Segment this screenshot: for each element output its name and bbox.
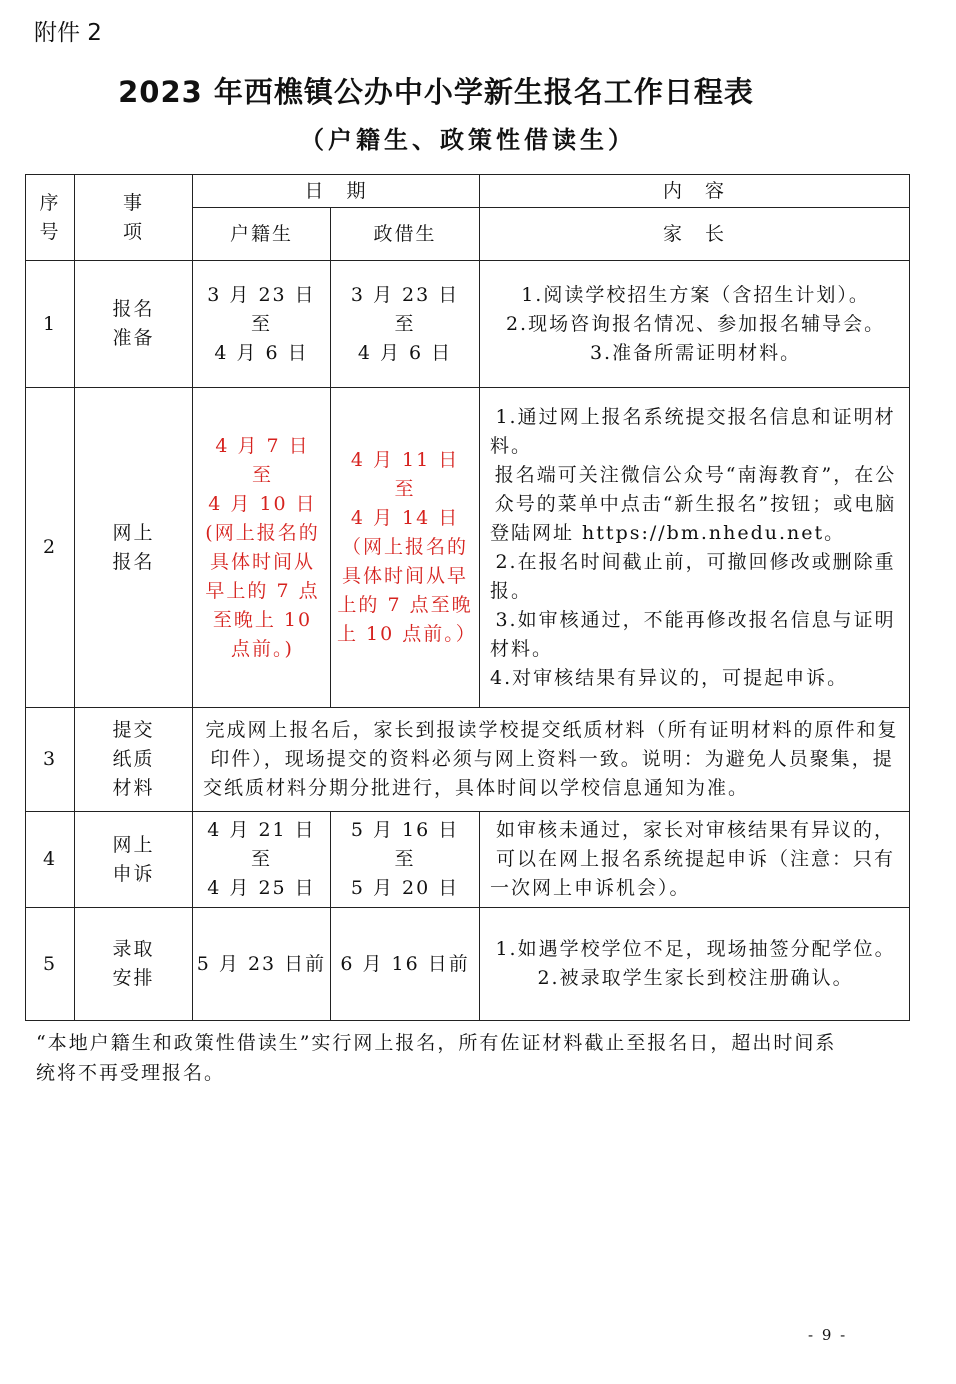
row-policy-date: 3 月 23 日 至 4 月 6 日 <box>331 261 480 388</box>
schedule-table <box>25 174 910 1021</box>
row-hukou-date: 4 月 21 日 至 4 月 25 日 <box>193 812 331 908</box>
row-policy-date: 5 月 16 日 至 5 月 20 日 <box>331 812 480 908</box>
header-policy: 政借生 <box>331 208 480 261</box>
row-policy-date: 4 月 11 日 至 4 月 14 日 （网上报名的具体时间从早上的 7 点至晚上 10 点前。） <box>331 388 480 708</box>
row-seq: 2 <box>26 388 75 708</box>
row-seq: 4 <box>26 812 75 908</box>
row-hukou-date: 3 月 23 日 至 4 月 6 日 <box>193 261 331 388</box>
row-merged-content: 完成网上报名后，家长到报读学校提交纸质材料（所有证明材料的原件和复印件），现场提交的资料必须与网上资料一致。说明：为避免人员聚集，提交纸质材料分期分批进行，具体时间以学校信息通知为准。 <box>193 708 910 812</box>
row-policy-date: 6 月 16 日前 <box>331 908 480 1021</box>
table-row <box>26 261 910 388</box>
footnote: “本地户籍生和政策性借读生”实行网上报名，所有佐证材料截止至报名日，超出时间系统将不再受理报名。 <box>36 1032 837 1084</box>
row-content: 1.通过网上报名系统提交报名信息和证明材料。 报名端可关注微信公众号“南海教育”，在公众号的菜单中点击“新生报名”按钮；或电脑登陆网址 https://bm.nhedu.net。 2.在报名时间截止前，可撤回修改或删除重报。 3.如审核通过，不能再修改报名信息与证明材料。 4.对审核结果有异议的，可提起申诉。 <box>480 388 910 708</box>
table-row <box>26 388 910 708</box>
row-seq: 5 <box>26 908 75 1021</box>
header-item: 事 项 <box>75 175 193 261</box>
row-seq: 1 <box>26 261 75 388</box>
row-content: 1.阅读学校招生方案（含招生计划）。 2.现场咨询报名情况、参加报名辅导会。 3.准备所需证明材料。 <box>480 261 910 388</box>
row-item: 提交 纸质 材料 <box>75 708 193 812</box>
page-title: 2023 年西樵镇公办中小学新生报名工作日程表 <box>118 75 754 109</box>
page-number: - 9 - <box>808 1326 848 1344</box>
row-item: 录取 安排 <box>75 908 193 1021</box>
row-content: 1.如遇学校学位不足，现场抽签分配学位。 2.被录取学生家长到校注册确认。 <box>480 908 910 1021</box>
row-seq: 3 <box>26 708 75 812</box>
header-seq: 序 号 <box>26 175 75 261</box>
page-subtitle: （户籍生、政策性借读生） <box>300 125 636 154</box>
row-item: 报名 准备 <box>75 261 193 388</box>
table-row <box>26 708 910 812</box>
header-content: 内 容 <box>480 175 910 208</box>
row-item: 网上 申诉 <box>75 812 193 908</box>
row-hukou-date: 5 月 23 日前 <box>193 908 331 1021</box>
row-content: 如审核未通过，家长对审核结果有异议的，可以在网上报名系统提起申诉（注意：只有一次网上申诉机会）。 <box>480 812 910 908</box>
header-date: 日 期 <box>193 175 480 208</box>
table-row <box>26 908 910 1021</box>
header-hukou: 户籍生 <box>193 208 331 261</box>
table-row <box>26 812 910 908</box>
row-item: 网上 报名 <box>75 388 193 708</box>
header-parent: 家 长 <box>480 208 910 261</box>
attachment-label: 附件 2 <box>34 20 102 46</box>
row-hukou-date: 4 月 7 日 至 4 月 10 日(网上报名的具体时间从早上的 7 点至晚上 10 点前。) <box>193 388 331 708</box>
